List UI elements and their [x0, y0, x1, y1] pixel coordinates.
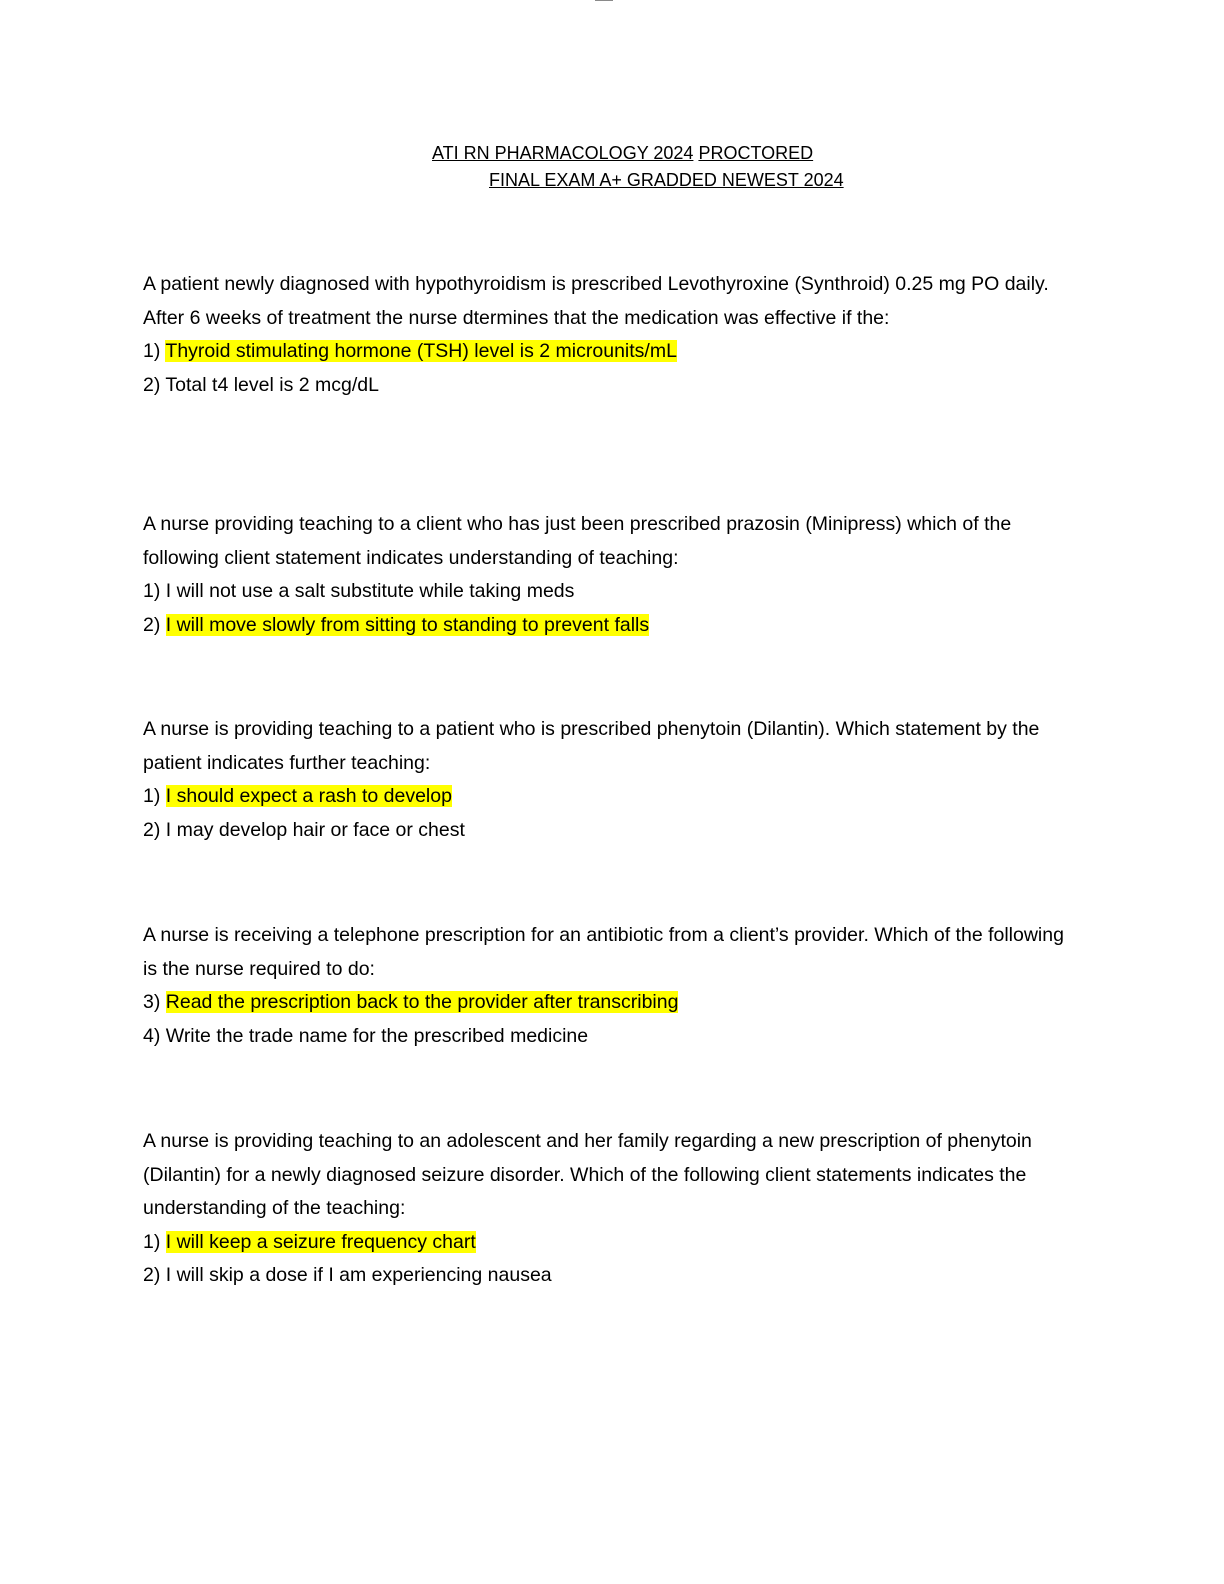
question-4	[143, 919, 1073, 1053]
option-number: 1)	[143, 785, 161, 807]
option-text-highlighted: I will move slowly from sitting to standing to prevent falls	[165, 613, 650, 636]
title-part-1: ATI RN PHARMACOLOGY 2024	[432, 143, 694, 163]
option-text: I may develop hair or face or chest	[165, 818, 465, 841]
answer-option	[143, 780, 1073, 814]
title-part-2: PROCTORED	[698, 143, 814, 163]
option-number: 3)	[143, 991, 161, 1013]
answer-option	[143, 1226, 1073, 1260]
answer-option	[143, 335, 1073, 369]
option-text-highlighted: I should expect a rash to develop	[165, 785, 452, 807]
option-number: 1)	[143, 1230, 161, 1253]
option-text: I will not use a salt substitute while taking meds	[165, 580, 575, 602]
question-stem: A nurse is providing teaching to an adolescent and her family regarding a new prescription of phenytoin (Dilantin) for a newly diagnosed seizure disorder. Which of the following client statements indicates the understanding of the teaching:	[143, 1130, 1032, 1219]
option-text: Write the trade name for the prescribed medicine	[165, 1024, 589, 1047]
answer-option	[143, 575, 1073, 609]
question-stem: A nurse providing teaching to a client who has just been prescribed prazosin (Minipress) which of the following client statement indicates understanding of teaching:	[143, 513, 1012, 569]
question-3	[143, 713, 1073, 847]
question-stem: A patient newly diagnosed with hypothyroidism is prescribed Levothyroxine (Synthroid) 0.25 mg PO daily. After 6 weeks of treatment the nurse dtermines that the medication was effective if the:	[143, 273, 1049, 329]
option-number: 2)	[143, 1264, 161, 1286]
option-text: Total t4 level is 2 mcg/dL	[165, 373, 379, 396]
answer-option	[143, 814, 1073, 848]
answer-option	[143, 369, 1073, 403]
option-text: I will skip a dose if I am experiencing nausea	[165, 1264, 552, 1286]
option-number: 2)	[143, 373, 161, 396]
option-number: 2)	[143, 818, 161, 841]
document-title-line-1	[432, 142, 813, 164]
option-text-highlighted: Read the prescription back to the provider after transcribing	[165, 991, 679, 1013]
document-title-line-2	[489, 169, 844, 191]
answer-option	[143, 609, 1073, 643]
option-number: 1)	[143, 340, 161, 362]
option-number: 1)	[143, 580, 161, 602]
question-1	[143, 268, 1073, 402]
question-stem: A nurse is receiving a telephone prescription for an antibiotic from a client’s provider. Which of the following is the nurse required to do:	[143, 924, 1064, 980]
question-2	[143, 508, 1073, 642]
title-part-3: FINAL EXAM A+ GRADDED NEWEST 2024	[489, 170, 844, 190]
answer-option	[143, 1259, 1073, 1293]
option-text-highlighted: I will keep a seizure frequency chart	[165, 1230, 476, 1253]
question-5	[143, 1125, 1073, 1293]
answer-option	[143, 1020, 1073, 1054]
option-number: 2)	[143, 613, 161, 636]
question-stem: A nurse is providing teaching to a patient who is prescribed phenytoin (Dilantin). Which statement by the patient indicates further teaching:	[143, 718, 1040, 774]
page-header-mark	[595, 0, 613, 3]
option-number: 4)	[143, 1024, 161, 1047]
answer-option	[143, 986, 1073, 1020]
option-text-highlighted: Thyroid stimulating hormone (TSH) level is 2 microunits/mL	[165, 340, 677, 362]
